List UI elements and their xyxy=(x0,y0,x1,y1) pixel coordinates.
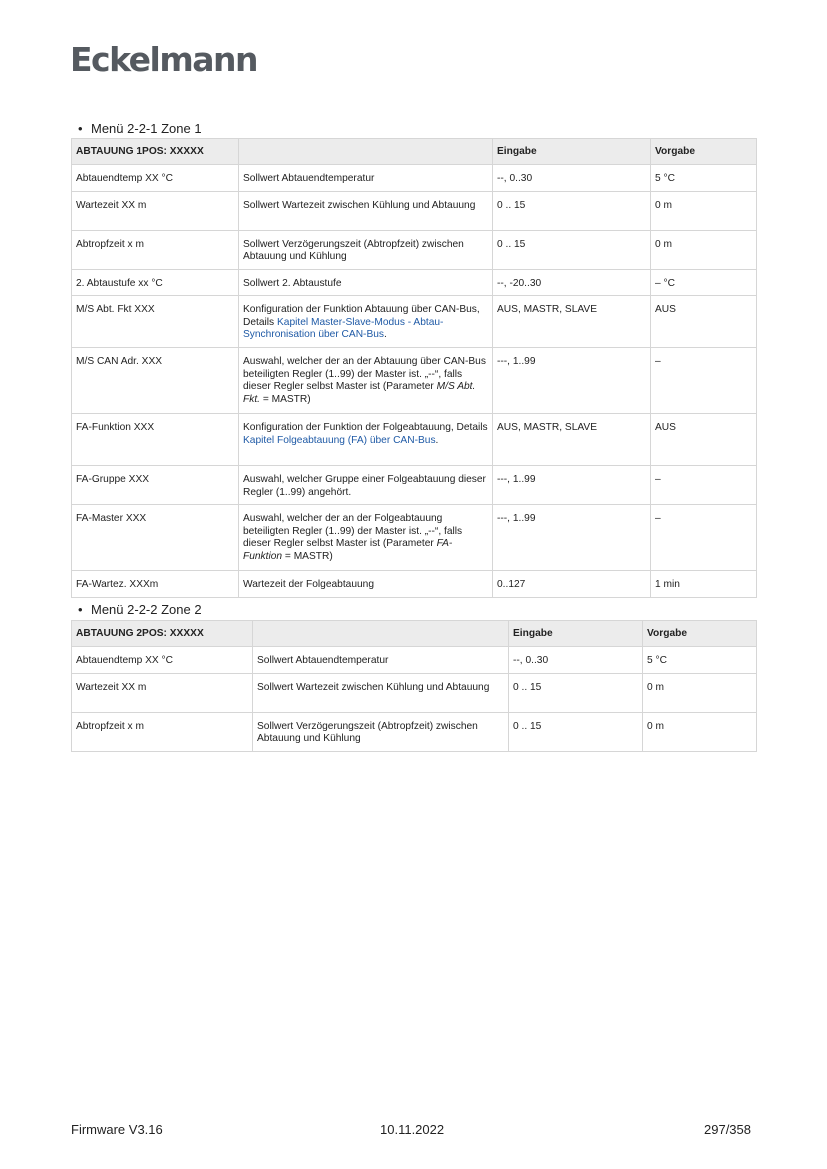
cell-desc: Sollwert Abtauendtemperatur xyxy=(253,647,509,674)
header-param: ABTAUUNG 1POS: XXXXX xyxy=(72,139,239,165)
cell-desc xyxy=(239,348,493,414)
cell-default: – °C xyxy=(651,269,757,296)
section-title-zone2 xyxy=(78,602,202,617)
cell-default: – xyxy=(651,505,757,571)
table-row xyxy=(72,165,757,192)
cell-desc xyxy=(239,296,493,348)
chapter-link-folgeabtauung[interactable]: Kapitel Folgeabtauung (FA) über CAN-Bus xyxy=(243,434,436,446)
chapter-link-master-slave[interactable]: Kapitel Master-Slave-Modus - Abtau-Synchronisation über CAN-Bus xyxy=(243,316,444,340)
cell-param: FA-Wartez. XXXm xyxy=(72,571,239,598)
cell-param: Wartezeit XX m xyxy=(72,673,253,712)
cell-desc: Sollwert Wartezeit zwischen Kühlung und Abtauung xyxy=(253,673,509,712)
header-default: Vorgabe xyxy=(643,621,757,647)
cell-param: FA-Funktion XXX xyxy=(72,414,239,466)
eckelmann-logo: Eckelmann xyxy=(70,40,257,79)
desc-text: Auswahl, welcher der an der Abtauung über CAN-Bus beteiligten Regler (1..99) der Master ist. „--“, falls dieser Regler selbst Master ist (Parameter xyxy=(243,356,486,392)
table-row xyxy=(72,505,757,571)
cell-default: – xyxy=(651,466,757,505)
bullet: • xyxy=(78,602,83,617)
cell-param: FA-Gruppe XXX xyxy=(72,466,239,505)
cell-default: 1 min xyxy=(651,571,757,598)
cell-input: ---, 1..99 xyxy=(493,348,651,414)
footer-date: 10.11.2022 xyxy=(380,1122,445,1137)
bullet: • xyxy=(78,121,83,136)
desc-text: Konfiguration der Funktion der Folgeabtauung, Details xyxy=(243,422,488,433)
desc-text: = MASTR) xyxy=(259,393,311,405)
cell-desc: Sollwert Verzögerungszeit (Abtropfzeit) zwischen Abtauung und Kühlung xyxy=(239,230,493,269)
cell-desc: Sollwert 2. Abtaustufe xyxy=(239,269,493,296)
section-title-text: Menü 2-2-2 Zone 2 xyxy=(91,602,202,617)
desc-text: = MASTR) xyxy=(282,550,333,562)
header-input: Eingabe xyxy=(493,139,651,165)
cell-param: M/S CAN Adr. XXX xyxy=(72,348,239,414)
cell-input: 0 .. 15 xyxy=(509,712,643,751)
desc-param-name: FA-Funktion xyxy=(243,538,453,562)
cell-param: M/S Abt. Fkt XXX xyxy=(72,296,239,348)
section-title-text: Menü 2-2-1 Zone 1 xyxy=(91,121,202,136)
table-row xyxy=(72,673,757,712)
desc-text: . xyxy=(435,434,439,446)
cell-default: 0 m xyxy=(651,230,757,269)
table-row xyxy=(72,712,757,751)
cell-param: Abtropfzeit x m xyxy=(72,230,239,269)
table-row xyxy=(72,414,757,466)
cell-desc: Wartezeit der Folgeabtauung xyxy=(239,571,493,598)
table-row xyxy=(72,571,757,598)
table-row xyxy=(72,647,757,674)
cell-param: FA-Master XXX xyxy=(72,505,239,571)
cell-input: --, -20..30 xyxy=(493,269,651,296)
table-header-row xyxy=(72,139,757,165)
header-desc xyxy=(239,139,493,165)
desc-param-name: M/S Abt. Fkt. xyxy=(243,381,476,405)
cell-default: AUS xyxy=(651,296,757,348)
header-desc xyxy=(253,621,509,647)
settings-table-zone1 xyxy=(71,138,757,598)
header-default: Vorgabe xyxy=(651,139,757,165)
settings-table-zone2 xyxy=(71,620,757,752)
table-header-row xyxy=(72,621,757,647)
cell-default: 0 m xyxy=(643,712,757,751)
cell-desc: Sollwert Abtauendtemperatur xyxy=(239,165,493,192)
cell-desc: Sollwert Wartezeit zwischen Kühlung und Abtauung xyxy=(239,191,493,230)
cell-default: AUS xyxy=(651,414,757,466)
cell-input: --, 0..30 xyxy=(509,647,643,674)
cell-default: 0 m xyxy=(643,673,757,712)
cell-input: AUS, MASTR, SLAVE xyxy=(493,414,651,466)
desc-text: Auswahl, welcher der an der Folgeabtauung beteiligten Regler (1..99) der Master ist. „--“, falls dieser Regler selbst Master ist (Parameter xyxy=(243,513,463,549)
table-row xyxy=(72,230,757,269)
footer-page-number: 297/358 xyxy=(704,1122,751,1137)
cell-input: 0..127 xyxy=(493,571,651,598)
table-row xyxy=(72,348,757,414)
cell-default: 5 °C xyxy=(651,165,757,192)
cell-default: – xyxy=(651,348,757,414)
cell-param: Abtropfzeit x m xyxy=(72,712,253,751)
cell-input: ---, 1..99 xyxy=(493,466,651,505)
cell-input: 0 .. 15 xyxy=(509,673,643,712)
cell-desc: Sollwert Verzögerungszeit (Abtropfzeit) zwischen Abtauung und Kühlung xyxy=(253,712,509,751)
header-input: Eingabe xyxy=(509,621,643,647)
cell-param: Abtauendtemp XX °C xyxy=(72,647,253,674)
desc-text: Konfiguration der Funktion Abtauung über CAN-Bus, Details xyxy=(243,304,480,328)
cell-desc xyxy=(239,505,493,571)
cell-desc: Auswahl, welcher Gruppe einer Folgeabtauung dieser Regler (1..99) angehört. xyxy=(239,466,493,505)
cell-input: 0 .. 15 xyxy=(493,230,651,269)
desc-text: . xyxy=(384,329,387,340)
table-row xyxy=(72,296,757,348)
cell-param: Wartezeit XX m xyxy=(72,191,239,230)
cell-param: 2. Abtaustufe xx °C xyxy=(72,269,239,296)
cell-input: --, 0..30 xyxy=(493,165,651,192)
footer-firmware-version: Firmware V3.16 xyxy=(71,1122,163,1137)
section-title-zone1 xyxy=(78,121,202,136)
cell-default: 0 m xyxy=(651,191,757,230)
table-row xyxy=(72,191,757,230)
header-param: ABTAUUNG 2POS: XXXXX xyxy=(72,621,253,647)
cell-input: 0 .. 15 xyxy=(493,191,651,230)
table-row xyxy=(72,466,757,505)
table-row xyxy=(72,269,757,296)
cell-param: Abtauendtemp XX °C xyxy=(72,165,239,192)
cell-desc xyxy=(239,414,493,466)
cell-default: 5 °C xyxy=(643,647,757,674)
cell-input: AUS, MASTR, SLAVE xyxy=(493,296,651,348)
cell-input: ---, 1..99 xyxy=(493,505,651,571)
